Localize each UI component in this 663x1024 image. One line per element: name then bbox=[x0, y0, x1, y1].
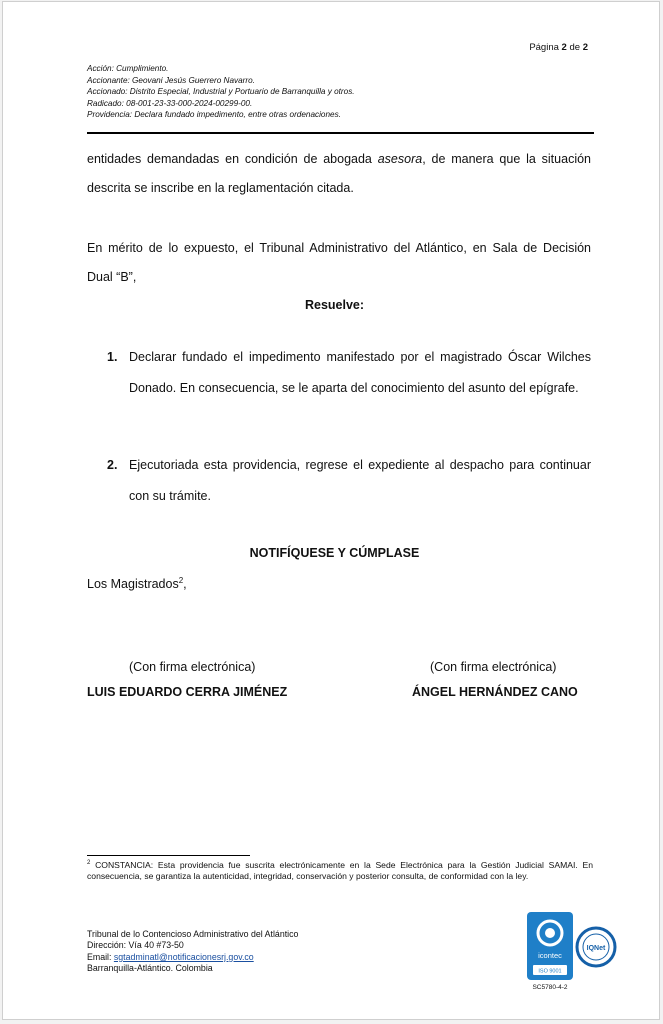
footer-email bbox=[87, 952, 298, 963]
item-number: 2. bbox=[107, 458, 118, 472]
icontec-text: icontec bbox=[538, 951, 562, 960]
p1-text: entidades demandadas en condición de abogada bbox=[87, 152, 378, 166]
notify-heading: NOTIFÍQUESE Y CÚMPLASE bbox=[249, 546, 420, 560]
page-current: 2 bbox=[561, 42, 567, 53]
signer-name: ÁNGEL HERNÁNDEZ CANO bbox=[412, 685, 578, 699]
p2-line1: En mérito de lo expuesto, el Tribunal Administrativo del Atlántico, en Sala de Decisión bbox=[87, 241, 591, 255]
signature-note: (Con firma electrónica) bbox=[430, 660, 557, 674]
p1-text-post: , de manera que la situación bbox=[422, 152, 591, 166]
p2-line2: Dual “B”, bbox=[87, 270, 137, 284]
meta-accion: Acción: Cumplimiento. bbox=[87, 64, 169, 73]
footnote bbox=[87, 860, 593, 882]
document-page bbox=[2, 1, 660, 1020]
icontec-logo bbox=[527, 912, 573, 980]
page-label: Página bbox=[529, 42, 559, 53]
footer-address bbox=[87, 929, 298, 975]
item-text: Ejecutoriada esta providencia, regrese el expediente al despacho para continuar con su trámite. bbox=[129, 458, 591, 503]
footer-city: Barranquilla-Atlántico. Colombia bbox=[87, 963, 213, 974]
magistrados-text: Los Magistrados bbox=[87, 577, 179, 591]
item-text: Declarar fundado el impedimento manifestado por el magistrado Óscar Wilches Donado. En consecuencia, se le aparta del conocimiento del asunto del epígrafe. bbox=[129, 350, 591, 395]
footnote-number: 2 bbox=[87, 860, 91, 867]
iso-text: ISO 9001 bbox=[538, 968, 562, 975]
item-number: 1. bbox=[107, 350, 118, 364]
case-metadata bbox=[87, 63, 355, 121]
iqnet-text: IQNet bbox=[586, 945, 606, 952]
p1-line2: descrita se inscribe en la reglamentación citada. bbox=[87, 181, 354, 195]
page-total: 2 bbox=[582, 42, 588, 53]
footnote-ref[interactable]: 2 bbox=[178, 575, 184, 585]
resuelve-heading: Resuelve: bbox=[304, 298, 365, 312]
meta-radicado: Radicado: 08-001-23-33-000-2024-00299-00. bbox=[87, 98, 253, 108]
footer-tribunal: Tribunal de lo Contencioso Administrativo del Atlántico bbox=[87, 929, 299, 939]
page-of: de bbox=[569, 42, 581, 53]
footnote-text: CONSTANCIA: Esta providencia fue suscrita electrónicamente en la Sede Electrónica para la Gestión Judicial SAMAI. En consecuencia, se garantiza la autenticidad, integridad, conservación y posterior consulta, de conformidad con la ley. bbox=[87, 860, 593, 881]
iqnet-badge bbox=[575, 926, 617, 968]
signer-name: LUIS EDUARDO CERRA JIMÉNEZ bbox=[87, 685, 288, 699]
footer-direccion: Dirección: Vía 40 #73-50 bbox=[87, 940, 184, 951]
footnote-rule bbox=[87, 855, 250, 856]
header-rule bbox=[87, 132, 594, 134]
paragraph-2 bbox=[87, 234, 591, 292]
email-label: Email: bbox=[87, 951, 114, 962]
p1-emphasis: asesora bbox=[377, 152, 423, 166]
meta-providencia: Providencia: Declara fundado impedimento, entre otras ordenaciones. bbox=[87, 110, 341, 120]
paragraph-1 bbox=[87, 145, 591, 203]
magistrados-suffix: , bbox=[183, 577, 187, 591]
meta-accionado: Accionado: Distrito Especial, Industrial y Portuario de Barranquilla y otros. bbox=[87, 87, 355, 97]
meta-accionante: Accionante: Geovani Jesús Guerrero Navarro. bbox=[87, 75, 255, 85]
page-number bbox=[3, 42, 588, 53]
magistrados-line bbox=[87, 577, 187, 591]
signature-note: (Con firma electrónica) bbox=[129, 660, 256, 674]
email-link[interactable]: sgtadminatl@notificacionesrj.gov.co bbox=[113, 951, 254, 962]
certificate-code: SC5780-4-2 bbox=[532, 984, 568, 991]
resolution-item bbox=[107, 342, 591, 442]
resolution-item bbox=[107, 450, 591, 520]
